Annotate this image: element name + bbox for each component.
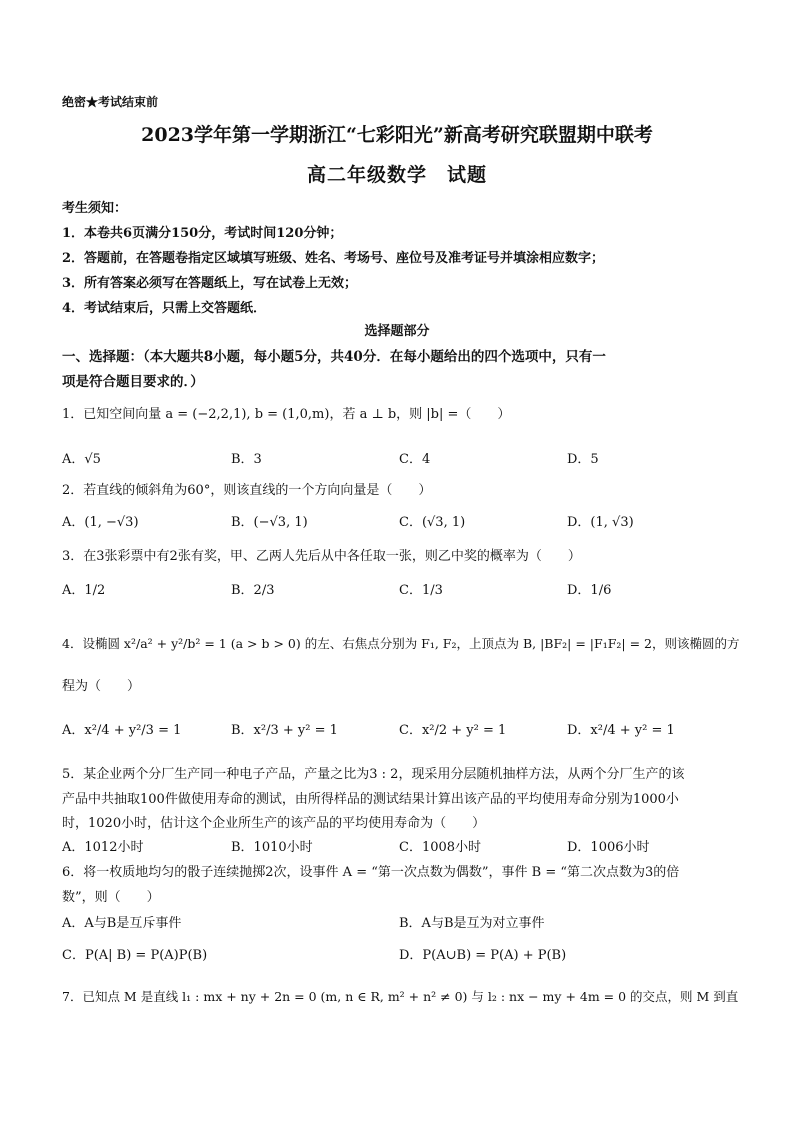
question-2-stem: 2．若直线的倾斜角为60°，则该直线的一个方向向量是（ ） <box>62 483 432 498</box>
notice-item: 1．本卷共6页满分150分，考试时间120分钟； <box>62 226 343 241</box>
question-5-stem: 时，1020小时，估计这个企业所生产的该产品的平均使用寿命为（ ） <box>62 816 486 831</box>
q4-option-c: C．x²/2 + y² = 1 <box>399 723 507 738</box>
exam-title: 2023学年第一学期浙江“七彩阳光”新高考研究联盟期中联考 <box>141 124 653 146</box>
q3-option-d: D．1/6 <box>567 583 612 598</box>
question-1-stem: 1．已知空间向量 a = (−2,2,1), b = (1,0,m)，若 a ⊥ b，则 |b| =（ ） <box>62 407 511 422</box>
confidential-label: 绝密★考试结束前 <box>62 95 159 109</box>
q5-option-c: C．1008小时 <box>399 840 482 855</box>
q5-option-a: A．1012小时 <box>62 840 144 855</box>
q2-option-b: B．(−√3, 1) <box>231 515 308 530</box>
question-3-stem: 3．在3张彩票中有2张有奖，甲、乙两人先后从中各任取一张，则乙中奖的概率为（ ） <box>62 549 581 564</box>
q5-option-b: B．1010小时 <box>231 840 313 855</box>
q2-option-c: C．(√3, 1) <box>399 515 466 530</box>
q1-option-b: B．3 <box>231 452 262 467</box>
q6-option-a: A．A与B是互斥事件 <box>62 916 182 931</box>
section-heading-cont: 项是符合题目要求的．） <box>62 374 204 390</box>
question-6-stem: 6．将一枚质地均匀的骰子连续抛掷2次，设事件 A = “第一次点数为偶数”，事件 B = “第二次点数为3的倍 <box>62 865 680 880</box>
question-4-stem-cont: 程为（ ） <box>62 679 141 694</box>
section-heading: 一、选择题：（本大题共8小题，每小题5分，共40分．在每小题给出的四个选项中，只有一 <box>62 349 606 365</box>
exam-subtitle: 高二年级数学 试题 <box>306 164 487 186</box>
q6-option-d: D．P(A∪B) = P(A) + P(B) <box>399 948 567 963</box>
q4-option-b: B．x²/3 + y² = 1 <box>231 723 338 738</box>
question-5-stem: 产品中共抽取100件做使用寿命的测试，由所得样品的测试结果计算出该产品的平均使用寿命分别为1000小 <box>62 792 679 807</box>
part-title: 选择题部分 <box>364 324 430 339</box>
q2-option-d: D．(1, √3) <box>567 515 634 530</box>
q4-option-d: D．x²/4 + y² = 1 <box>567 723 675 738</box>
q3-option-b: B．2/3 <box>231 583 275 598</box>
question-7-stem: 7．已知点 M 是直线 l₁ : mx + ny + 2n = 0 (m, n ∈ R, m² + n² ≠ 0) 与 l₂ : nx − my + 4m = 0 的交点，则 M 到直 <box>62 989 739 1004</box>
question-4-stem: 4．设椭圆 x²/a² + y²/b² = 1 (a > b > 0) 的左、右焦点分别为 F₁, F₂，上顶点为 B, |BF₂| = |F₁F₂| = 2，则该椭圆的方 <box>62 636 740 651</box>
q1-option-a: A．√5 <box>62 452 101 467</box>
q4-option-a: A．x²/4 + y²/3 = 1 <box>62 723 182 738</box>
question-6-stem: 数”，则（ ） <box>62 890 160 905</box>
notice-item: 2．答题前，在答题卷指定区域填写班级、姓名、考场号、座位号及准考证号并填涂相应数字； <box>62 251 605 266</box>
question-5-stem: 5．某企业两个分厂生产同一种电子产品，产量之比为3 : 2，现采用分层随机抽样方法，从两个分厂生产的该 <box>62 767 685 782</box>
q1-option-c: C．4 <box>399 452 431 467</box>
q3-option-a: A．1/2 <box>62 583 106 598</box>
q1-option-d: D．5 <box>567 452 599 467</box>
q3-option-c: C．1/3 <box>399 583 443 598</box>
q5-option-d: D．1006小时 <box>567 840 650 855</box>
q6-option-b: B．A与B是互为对立事件 <box>399 916 545 931</box>
q6-option-c: C．P(A| B) = P(A)P(B) <box>62 948 208 963</box>
notice-heading: 考生须知： <box>62 201 128 216</box>
notice-item: 4．考试结束后，只需上交答题纸． <box>62 301 267 316</box>
notice-item: 3．所有答案必须写在答题纸上，写在试卷上无效； <box>62 276 358 291</box>
q2-option-a: A．(1, −√3) <box>62 515 139 530</box>
